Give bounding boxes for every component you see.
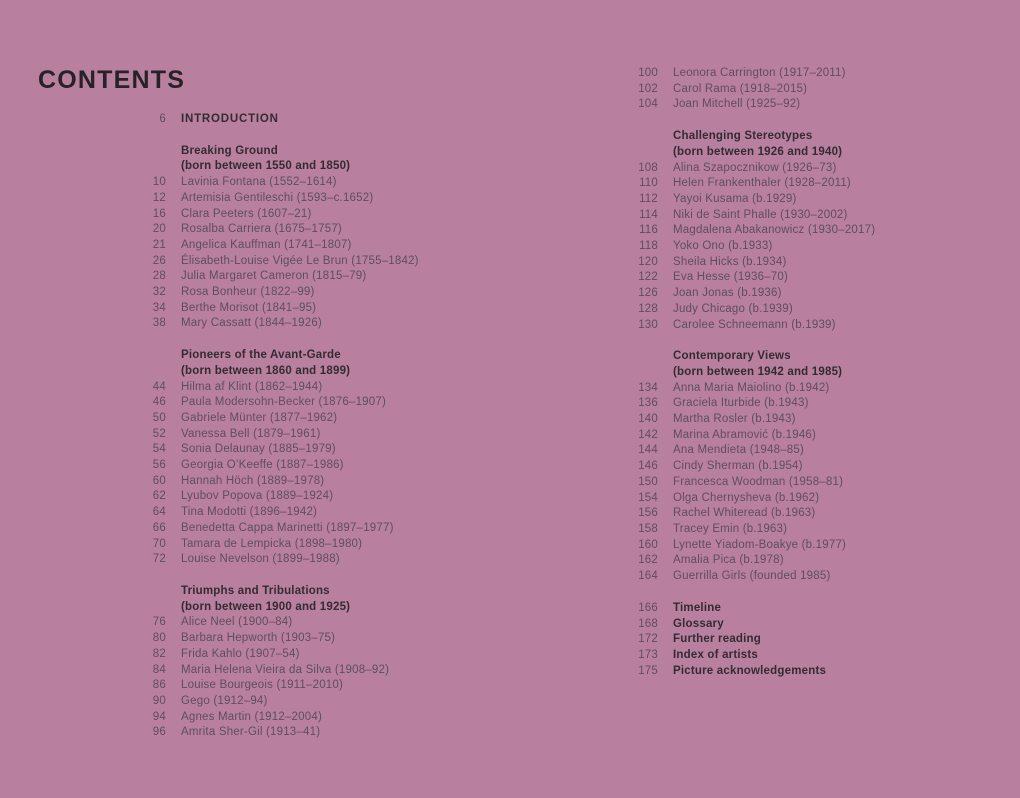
entry-page-number: 26 (152, 254, 166, 267)
entry-page-number: 82 (152, 647, 166, 660)
toc-entry-row (116, 207, 496, 223)
toc-entry-row (116, 222, 496, 238)
section-heading: Breaking Ground (181, 144, 278, 157)
toc-section (608, 129, 988, 333)
entry-page-number: 142 (638, 428, 658, 441)
toc-entry-row (608, 522, 988, 538)
entry-title: Frida Kahlo (1907–54) (181, 647, 300, 660)
entry-page-number: 114 (639, 208, 658, 221)
toc-entry-row (116, 316, 496, 332)
toc-entry-row (116, 505, 496, 521)
entry-title: Carolee Schneemann (b.1939) (673, 318, 836, 331)
entry-page-number: 84 (152, 663, 166, 676)
entry-title: Index of artists (673, 648, 758, 661)
entry-page-number: 54 (152, 443, 166, 456)
toc-entry-row (116, 175, 496, 191)
entry-title: Yayoi Kusama (b.1929) (673, 192, 797, 205)
entry-title: Martha Rosler (b.1943) (673, 413, 796, 426)
toc-section (116, 112, 496, 128)
entry-page-number: 44 (152, 380, 166, 393)
entry-page-number: 62 (152, 490, 166, 503)
entry-page-number: 6 (159, 113, 166, 125)
section-subheading: (born between 1926 and 1940) (673, 145, 843, 158)
page-title: CONTENTS (38, 66, 186, 94)
entry-title: Carol Rama (1918–2015) (673, 82, 808, 95)
entry-page-number: 50 (152, 411, 166, 424)
entry-title: Helen Frankenthaler (1928–2011) (673, 177, 851, 190)
entry-title: Agnes Martin (1912–2004) (181, 710, 322, 723)
toc-entry-row (116, 380, 496, 396)
entry-title: Hilma af Klint (1862–1944) (181, 380, 323, 393)
entry-page-number: 134 (638, 381, 658, 394)
toc-entry-row (608, 161, 988, 177)
section-subheading: (born between 1550 and 1850) (181, 160, 351, 173)
toc-entry-row (116, 678, 496, 694)
toc-entry-row (116, 552, 496, 568)
toc-entry-row (608, 648, 988, 664)
entry-title: Angelica Kauffman (1741–1807) (181, 238, 352, 251)
toc-entry-row (116, 238, 496, 254)
entry-page-number: 162 (638, 554, 658, 567)
toc-entry-row (608, 97, 988, 113)
entry-page-number: 76 (152, 616, 166, 629)
toc-entry-row (608, 302, 988, 318)
entry-title: Hannah Höch (1889–1978) (181, 474, 325, 487)
entry-page-number: 16 (152, 207, 166, 220)
section-subheading: (born between 1860 and 1899) (181, 364, 351, 377)
entry-page-number: 116 (639, 224, 658, 237)
entry-title: Anna Maria Maiolino (b.1942) (673, 381, 830, 394)
entry-page-number: 126 (638, 287, 658, 300)
entry-page-number: 38 (152, 317, 166, 330)
toc-entry-row (116, 442, 496, 458)
entry-page-number: 175 (638, 664, 658, 677)
entry-page-number: 110 (639, 177, 658, 190)
toc-entry-row (608, 192, 988, 208)
entry-title: Ana Mendieta (1948–85) (673, 444, 804, 457)
entry-title: Lyubov Popova (1889–1924) (181, 490, 334, 503)
toc-entry-row (116, 521, 496, 537)
entry-page-number: 173 (638, 648, 658, 661)
toc-entry-row (116, 301, 496, 317)
toc-entry-row (608, 443, 988, 459)
entry-page-number: 160 (638, 538, 658, 551)
entry-title: Barbara Hepworth (1903–75) (181, 632, 336, 645)
entry-title: Francesca Woodman (1958–81) (673, 475, 844, 488)
entry-title: Olga Chernysheva (b.1962) (673, 491, 820, 504)
entry-page-number: 64 (152, 506, 166, 519)
toc-section (116, 348, 496, 568)
entry-title: Rachel Whiteread (b.1963) (673, 507, 816, 520)
entry-title: INTRODUCTION (181, 113, 279, 125)
entry-title: Rosalba Carriera (1675–1757) (181, 223, 342, 236)
entry-page-number: 136 (638, 397, 658, 410)
toc-section (116, 584, 496, 741)
entry-title: Gabriele Münter (1877–1962) (181, 411, 338, 424)
toc-entry-row (116, 647, 496, 663)
entry-page-number: 154 (638, 491, 658, 504)
toc-entry-row (116, 254, 496, 270)
entry-page-number: 28 (152, 270, 166, 283)
entry-page-number: 72 (152, 553, 166, 566)
toc-entry-row (608, 617, 988, 633)
entry-page-number: 21 (152, 238, 166, 251)
toc-entry-row (608, 506, 988, 522)
toc-section (608, 66, 988, 113)
entry-page-number: 166 (638, 601, 658, 614)
entry-page-number: 130 (638, 318, 658, 331)
entry-title: Graciela Iturbide (b.1943) (673, 397, 809, 410)
entry-title: Amrita Sher-Gil (1913–41) (181, 726, 321, 739)
toc-entry-row (608, 318, 988, 334)
toc-entry-row (608, 475, 988, 491)
toc-entry-row (608, 255, 988, 271)
entry-page-number: 118 (639, 240, 658, 253)
entry-title: Lynette Yiadom-Boakye (b.1977) (673, 538, 847, 551)
entry-page-number: 52 (152, 427, 166, 440)
entry-title: Magdalena Abakanowicz (1930–2017) (673, 224, 876, 237)
entry-page-number: 120 (638, 255, 658, 268)
entry-page-number: 146 (638, 460, 658, 473)
entry-page-number: 66 (152, 521, 166, 534)
entry-title: Rosa Bonheur (1822–99) (181, 286, 315, 299)
entry-title: Cindy Sherman (b.1954) (673, 460, 803, 473)
entry-page-number: 140 (638, 413, 658, 426)
toc-section (608, 601, 988, 680)
toc-column-right (608, 66, 988, 679)
entry-title: Sonia Delaunay (1885–1979) (181, 443, 336, 456)
entry-page-number: 156 (638, 507, 658, 520)
toc-entry-row (116, 489, 496, 505)
entry-page-number: 32 (152, 286, 166, 299)
entry-title: Picture acknowledgements (673, 664, 827, 677)
toc-entry-row (608, 632, 988, 648)
entry-page-number: 12 (152, 191, 166, 204)
entry-title: Joan Jonas (b.1936) (673, 287, 782, 300)
entry-page-number: 94 (152, 710, 166, 723)
entry-page-number: 96 (152, 726, 166, 739)
toc-entry-row (116, 537, 496, 553)
entry-page-number: 172 (638, 633, 658, 646)
toc-entry-row (608, 459, 988, 475)
toc-entry-row (116, 112, 496, 128)
entry-page-number: 164 (638, 570, 658, 583)
toc-entry-row (608, 569, 988, 585)
toc-entry-row (116, 474, 496, 490)
entry-page-number: 144 (638, 444, 658, 457)
toc-entry-row (116, 269, 496, 285)
entry-page-number: 158 (638, 522, 658, 535)
toc-entry-row (608, 381, 988, 397)
entry-title: Glossary (673, 617, 724, 630)
toc-entry-row (116, 285, 496, 301)
toc-entry-row (608, 601, 988, 617)
entry-title: Niki de Saint Phalle (1930–2002) (673, 208, 848, 221)
section-heading: Triumphs and Tribulations (181, 584, 330, 597)
entry-title: Mary Cassatt (1844–1926) (181, 317, 322, 330)
entry-page-number: 10 (152, 176, 166, 189)
entry-title: Benedetta Cappa Marinetti (1897–1977) (181, 521, 394, 534)
toc-entry-row (116, 694, 496, 710)
entry-title: Paula Modersohn-Becker (1876–1907) (181, 396, 386, 409)
entry-title: Timeline (673, 601, 722, 614)
toc-entry-row (116, 395, 496, 411)
entry-page-number: 128 (638, 302, 658, 315)
section-heading: Challenging Stereotypes (673, 130, 813, 143)
toc-column-left (116, 112, 496, 741)
toc-entry-row (608, 412, 988, 428)
toc-entry-row (608, 286, 988, 302)
toc-entry-row (608, 239, 988, 255)
entry-page-number: 122 (638, 271, 658, 284)
entry-page-number: 46 (152, 396, 166, 409)
entry-title: Georgia O’Keeffe (1887–1986) (181, 459, 344, 472)
entry-title: Leonora Carrington (1917–2011) (673, 67, 846, 79)
section-subheading: (born between 1942 and 1985) (673, 365, 843, 378)
toc-entry-row (116, 411, 496, 427)
entry-page-number: 108 (638, 161, 658, 174)
toc-entry-row (608, 208, 988, 224)
entry-page-number: 102 (638, 82, 658, 95)
entry-page-number: 56 (152, 459, 166, 472)
toc-section (116, 144, 496, 332)
entry-title: Tina Modotti (1896–1942) (181, 506, 318, 519)
toc-entry-row (116, 631, 496, 647)
entry-title: Eva Hesse (1936–70) (673, 271, 789, 284)
entry-title: Alice Neel (1900–84) (181, 616, 293, 629)
entry-title: Louise Nevelson (1899–1988) (181, 553, 340, 566)
entry-page-number: 60 (152, 474, 166, 487)
entry-title: Judy Chicago (b.1939) (673, 302, 793, 315)
toc-entry-row (608, 82, 988, 98)
toc-entry-row (608, 491, 988, 507)
entry-title: Julia Margaret Cameron (1815–79) (181, 270, 367, 283)
toc-entry-row (608, 396, 988, 412)
entry-page-number: 112 (639, 192, 658, 205)
entry-title: Gego (1912–94) (181, 694, 268, 707)
entry-title: Tracey Emin (b.1963) (673, 522, 788, 535)
toc-entry-row (116, 615, 496, 631)
toc-entry-row (608, 66, 988, 82)
toc-entry-row (608, 664, 988, 680)
entry-page-number: 100 (638, 67, 658, 79)
entry-title: Tamara de Lempicka (1898–1980) (181, 537, 363, 550)
entry-title: Vanessa Bell (1879–1961) (181, 427, 321, 440)
toc-entry-row (608, 223, 988, 239)
toc-entry-row (608, 553, 988, 569)
toc-entry-row (116, 663, 496, 679)
toc-entry-row (116, 191, 496, 207)
entry-page-number: 80 (152, 632, 166, 645)
entry-title: Élisabeth-Louise Vigée Le Brun (1755–1842) (181, 254, 419, 267)
entry-title: Clara Peeters (1607–21) (181, 207, 312, 220)
entry-page-number: 104 (638, 98, 658, 111)
entry-title: Sheila Hicks (b.1934) (673, 255, 787, 268)
entry-title: Further reading (673, 633, 761, 646)
entry-page-number: 90 (152, 694, 166, 707)
entry-page-number: 150 (638, 475, 658, 488)
entry-page-number: 168 (638, 617, 658, 630)
entry-title: Maria Helena Vieira da Silva (1908–92) (181, 663, 390, 676)
entry-title: Joan Mitchell (1925–92) (673, 98, 801, 111)
entry-page-number: 34 (152, 301, 166, 314)
entry-title: Marina Abramović (b.1946) (673, 428, 817, 441)
section-subheading: (born between 1900 and 1925) (181, 600, 351, 613)
toc-entry-row (116, 725, 496, 741)
toc-entry-row (608, 270, 988, 286)
entry-title: Alina Szapocznikow (1926–73) (673, 161, 837, 174)
toc-section (608, 349, 988, 585)
section-heading: Pioneers of the Avant-Garde (181, 349, 341, 362)
entry-title: Yoko Ono (b.1933) (673, 240, 773, 253)
toc-entry-row (116, 427, 496, 443)
entry-page-number: 20 (152, 223, 166, 236)
entry-page-number: 70 (152, 537, 166, 550)
toc-entry-row (608, 428, 988, 444)
toc-entry-row (116, 458, 496, 474)
entry-title: Artemisia Gentileschi (1593–c.1652) (181, 191, 374, 204)
entry-title: Lavinia Fontana (1552–1614) (181, 176, 337, 189)
entry-title: Berthe Morisot (1841–95) (181, 301, 317, 314)
section-heading: Contemporary Views (673, 350, 791, 363)
entry-title: Amalia Pica (b.1978) (673, 554, 784, 567)
toc-entry-row (608, 538, 988, 554)
entry-page-number: 86 (152, 679, 166, 692)
toc-entry-row (116, 710, 496, 726)
entry-title: Louise Bourgeois (1911–2010) (181, 679, 344, 692)
entry-title: Guerrilla Girls (founded 1985) (673, 570, 831, 583)
toc-entry-row (608, 176, 988, 192)
